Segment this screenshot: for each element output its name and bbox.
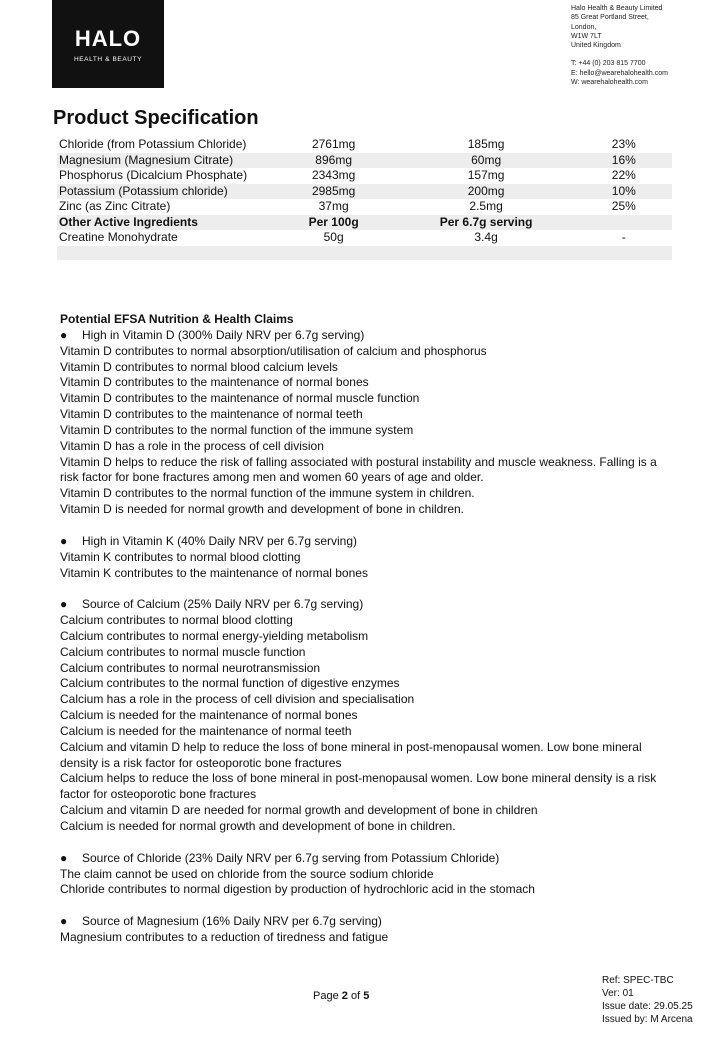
table-cell: 22% bbox=[611, 168, 636, 182]
claim-line: Calcium contributes to normal neurotransmission bbox=[60, 660, 321, 675]
nutrition-spec-table bbox=[57, 137, 672, 260]
table-cell: Chloride (from Potassium Chloride) bbox=[59, 137, 247, 151]
address-line: W1W 7LT bbox=[571, 32, 602, 40]
claim-line: Calcium contributes to normal blood clotting bbox=[60, 613, 293, 628]
claim-line: Vitamin D contributes to normal blood calcium levels bbox=[60, 359, 338, 374]
bullet-icon: ● bbox=[60, 850, 68, 865]
claim-line: Vitamin D contributes to the maintenance of normal teeth bbox=[60, 407, 363, 422]
table-cell: 200mg bbox=[397, 184, 576, 200]
health-claims-section bbox=[60, 312, 670, 946]
table-cell: - bbox=[621, 230, 626, 244]
ref-line: Ref: SPEC-TBC bbox=[602, 975, 674, 986]
claim-bullet bbox=[60, 597, 670, 613]
table-cell: Creatine Monohydrate bbox=[59, 230, 178, 244]
email-line: E: hello@wearehalohealth.com bbox=[571, 69, 668, 77]
table-cell: 16% bbox=[576, 153, 672, 169]
address-line: London, bbox=[571, 23, 597, 31]
logo-wordmark: HALO bbox=[74, 26, 142, 51]
table-row bbox=[57, 168, 672, 184]
bullet-icon: ● bbox=[60, 533, 68, 548]
address-line: 85 Great Portland Street, bbox=[571, 14, 649, 22]
table-cell: 185mg bbox=[467, 137, 505, 151]
table-cell: 37mg bbox=[318, 199, 349, 213]
table-row bbox=[57, 184, 672, 200]
claim-line: Calcium and vitamin D are needed for normal growth and development of bone in children bbox=[60, 803, 538, 818]
phone-line: T: +44 (0) 203 815 7700 bbox=[571, 60, 646, 68]
table-cell bbox=[576, 246, 672, 260]
table-row bbox=[57, 246, 672, 260]
bullet-icon: ● bbox=[60, 327, 68, 342]
table-row bbox=[57, 137, 672, 153]
table-row bbox=[57, 199, 672, 215]
table-cell: Phosphorus (Dicalcium Phosphate) bbox=[59, 168, 248, 182]
table-cell: Potassium (Potassium chloride) bbox=[57, 184, 271, 200]
page-number: Page 2 of 5 bbox=[313, 990, 370, 1002]
table-row bbox=[57, 215, 672, 231]
table-cell: Per 6.7g serving bbox=[397, 215, 576, 231]
table-cell: 2.5mg bbox=[469, 199, 503, 213]
table-cell: 157mg bbox=[467, 168, 505, 182]
table-cell: 25% bbox=[611, 199, 636, 213]
claim-bullet-text: Source of Calcium (25% Daily NRV per 6.7g serving) bbox=[82, 597, 364, 612]
claim-line: Calcium contributes to the normal function of digestive enzymes bbox=[60, 676, 400, 691]
claim-line: Vitamin D contributes to the normal function of the immune system in children. bbox=[60, 486, 475, 501]
claim-bullet bbox=[60, 914, 670, 930]
claim-line: Calcium is needed for the maintenance of normal bones bbox=[60, 708, 358, 723]
page-title: Product Specification bbox=[53, 107, 259, 129]
table-cell: 2985mg bbox=[271, 184, 397, 200]
table-cell: Zinc (as Zinc Citrate) bbox=[59, 199, 171, 213]
claim-line: Vitamin D contributes to the normal function of the immune system bbox=[60, 422, 414, 437]
website-line: W: wearehalohealth.com bbox=[571, 79, 648, 87]
claim-line: Calcium has a role in the process of cell division and specialisation bbox=[60, 692, 415, 707]
claim-line: Vitamin K contributes to normal blood clotting bbox=[60, 549, 301, 564]
claim-line: Vitamin D contributes to normal absorption/utilisation of calcium and phosphorus bbox=[60, 343, 487, 358]
table-cell: 2343mg bbox=[311, 168, 356, 182]
table-cell: Other Active Ingredients bbox=[57, 215, 271, 231]
claim-bullet bbox=[60, 534, 670, 550]
table-cell: 896mg bbox=[271, 153, 397, 169]
bullet-icon: ● bbox=[60, 914, 68, 929]
claim-line: Vitamin D has a role in the process of cell division bbox=[60, 438, 324, 453]
claim-line: Calcium helps to reduce the loss of bone mineral in post-menopausal women. Low bone mineral density is a risk factor for osteoporotic bone fractures bbox=[60, 771, 657, 802]
table-cell: Per 100g bbox=[271, 215, 397, 231]
claim-line: Calcium is needed for the maintenance of normal teeth bbox=[60, 723, 352, 738]
table-cell: 3.4g bbox=[474, 230, 498, 244]
table-cell: 2761mg bbox=[311, 137, 356, 151]
claim-bullet bbox=[60, 851, 670, 867]
total-pages: 5 bbox=[363, 990, 370, 1002]
claim-line: Vitamin D contributes to the maintenance of normal muscle function bbox=[60, 391, 420, 406]
claim-bullet-text: Source of Chloride (23% Daily NRV per 6.7g serving from Potassium Chloride) bbox=[82, 850, 500, 865]
logo-tagline: HEALTH & BEAUTY bbox=[73, 56, 143, 63]
claim-line: Vitamin K contributes to the maintenance of normal bones bbox=[60, 565, 368, 580]
claim-line: Calcium is needed for normal growth and development of bone in children. bbox=[60, 819, 456, 833]
table-cell: 60mg bbox=[397, 153, 576, 169]
claims-heading: Potential EFSA Nutrition & Health Claims bbox=[60, 312, 294, 326]
table-cell: 10% bbox=[576, 184, 672, 200]
claim-line: Calcium contributes to normal energy-yielding metabolism bbox=[60, 628, 369, 643]
claim-bullet-text: High in Vitamin K (40% Daily NRV per 6.7g serving) bbox=[82, 533, 358, 548]
table-cell bbox=[57, 246, 271, 260]
claim-line: Calcium and vitamin D help to reduce the loss of bone mineral in post-menopausal women. Low bone mineral density is a risk factor for osteoporotic bone fractures bbox=[60, 739, 642, 770]
table-cell bbox=[271, 246, 397, 260]
claim-bullet bbox=[60, 328, 670, 344]
address-line: Halo Health & Beauty Limited bbox=[571, 5, 663, 12]
claim-line: Calcium contributes to normal muscle function bbox=[60, 644, 306, 659]
table-cell: Magnesium (Magnesium Citrate) bbox=[57, 153, 271, 169]
claim-bullet-text: High in Vitamin D (300% Daily NRV per 6.7g serving) bbox=[82, 327, 365, 342]
table-cell bbox=[397, 246, 576, 260]
claim-bullet-text: Source of Magnesium (16% Daily NRV per 6.7g serving) bbox=[82, 914, 382, 929]
document-reference bbox=[602, 974, 693, 1026]
current-page: 2 bbox=[341, 990, 348, 1002]
bullet-icon: ● bbox=[60, 597, 68, 612]
version-line: Ver: 01 bbox=[602, 988, 634, 999]
address-line: United Kingdom bbox=[571, 42, 621, 50]
halo-logo bbox=[52, 0, 164, 88]
claim-line: Vitamin D contributes to the maintenance of normal bones bbox=[60, 375, 369, 390]
table-cell bbox=[576, 215, 672, 231]
table-cell: 50g bbox=[323, 230, 344, 244]
claim-line: Vitamin D is needed for normal growth and development of bone in children. bbox=[60, 502, 465, 517]
claim-line: The claim cannot be used on chloride from the source sodium chloride bbox=[60, 866, 434, 881]
claim-line: Chloride contributes to normal digestion by production of hydrochloric acid in the stomach bbox=[60, 882, 535, 897]
claim-line: Magnesium contributes to a reduction of tiredness and fatigue bbox=[60, 929, 389, 944]
issue-date-line: Issue date: 29.05.25 bbox=[602, 1001, 693, 1012]
table-row bbox=[57, 153, 672, 169]
company-address-block bbox=[571, 4, 711, 87]
claim-line: Vitamin D helps to reduce the risk of falling associated with postural instability and muscle weakness. Falling is a risk factor for bone fractures among men and women 60 years of age and older. bbox=[60, 454, 657, 485]
table-row bbox=[57, 230, 672, 246]
table-cell: 23% bbox=[611, 137, 636, 151]
issued-by-line: Issued by: M Arcena bbox=[602, 1014, 693, 1025]
